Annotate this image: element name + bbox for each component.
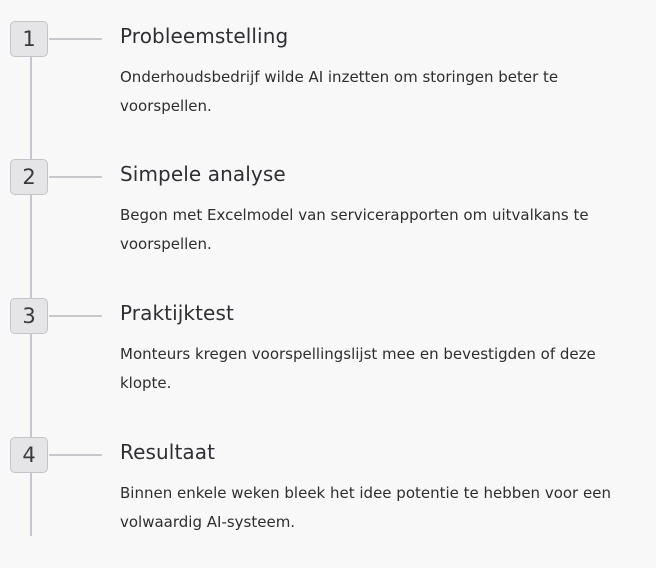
step-connector-line (49, 176, 102, 178)
step-title: Resultaat (120, 440, 216, 464)
step-title: Praktijktest (120, 301, 234, 325)
step-connector-line (49, 315, 102, 317)
step-number-badge: 3 (10, 298, 48, 334)
step-number-badge: 2 (10, 159, 48, 195)
step-description: Begon met Excelmodel van servicerapporten om uitvalkans te voorspellen. (120, 206, 589, 253)
step-number-badge: 1 (10, 21, 48, 57)
step-description: Binnen enkele weken bleek het idee potentie te hebben voor een volwaardig AI-systeem. (120, 484, 611, 531)
step-description: Monteurs kregen voorspellingslijst mee en bevestigden of deze klopte. (120, 345, 596, 392)
step-description: Onderhoudsbedrijf wilde AI inzetten om storingen beter te voorspellen. (120, 68, 559, 115)
step-number-badge: 4 (10, 437, 48, 473)
step-title: Simpele analyse (120, 162, 286, 186)
step-connector-line (49, 38, 102, 40)
step-connector-line (49, 454, 102, 456)
step-title: Probleemstelling (120, 24, 289, 48)
